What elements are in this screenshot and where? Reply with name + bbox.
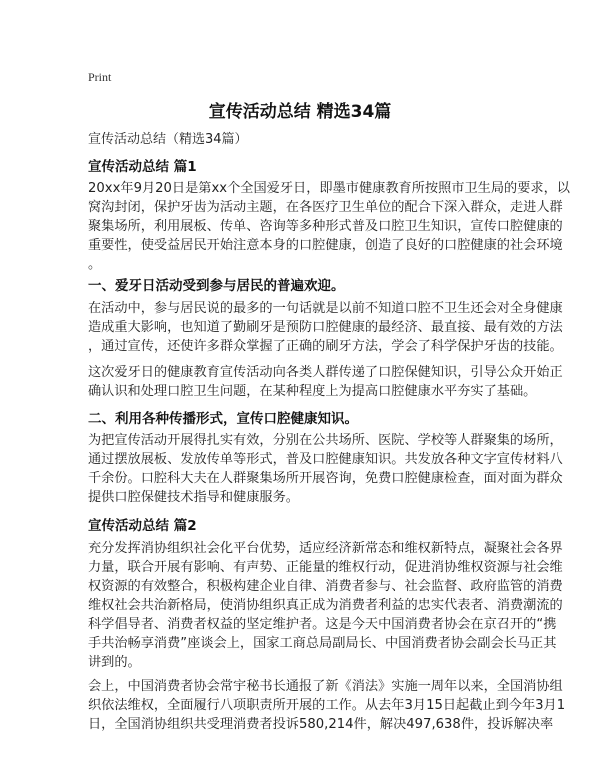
section-heading: 一、爱牙日活动受到参与居民的普遍欢迎。 [88, 278, 345, 294]
paragraph-line: 力量，联合开展有影响、有声势、正能量的维权行动，促进消协维权资源与社会维 [88, 560, 563, 575]
paragraph-line: 日，全国消协组织共受理消费者投诉580,214件，解决497,638件，投诉解决率 [88, 717, 554, 732]
paragraph-line: 手共治畅享消费”座谈会上，国家工商总局副局长、中国消费者协会副会长马正其 [88, 636, 557, 651]
paragraph-line: 聚集场所，利用展板、传单、咨询等多种形式普及口腔卫生知识，宣传口腔健康的 [88, 219, 563, 234]
paragraph-line: 窝沟封闭，保护牙齿为活动主题，在各医疗卫生单位的配合下深入群众，走进人群 [88, 200, 563, 215]
paragraph-line: 织依法维权，全面履行八项职责所开展的工作。从去年3月15日起截止到今年3月1 [88, 698, 566, 713]
paragraph [88, 539, 563, 672]
paragraph-line: 科学倡导者、消费者权益的坚定维护者。这是今天中国消费者协会在京召开的“携 [88, 617, 557, 632]
paragraph-line: 造成重大影响，也知道了勤刷牙是预防口腔健康的最经济、最直接、最有效的方法 [88, 320, 563, 335]
section-heading: 二、利用各种传播形式，宣传口腔健康知识。 [88, 411, 358, 427]
page-title: 宣传活动总结 精选34篇 [208, 102, 392, 122]
paragraph [88, 363, 563, 401]
paragraph [88, 677, 566, 734]
paragraph-line: 确认识和处理口腔卫生问题，在某种程度上为提高口腔健康水平夯实了基础。 [88, 384, 537, 399]
paragraph [88, 299, 563, 356]
paragraph-line: ，通过宣传，还使许多群众掌握了正确的刷牙方法，学会了科学保护牙齿的技能。 [88, 339, 563, 354]
paragraph-line: 这次爱牙日的健康教育宣传活动向各类人群传递了口腔保健知识，引导公众开始正 [88, 365, 563, 380]
paragraph-line: 充分发挥消协组织社会化平台优势，适应经济新常态和维权新特点，凝聚社会各界 [88, 541, 563, 556]
paragraph-line: 讲到的。 [88, 655, 141, 670]
paragraph-line: 通过摆放展板、发放传单等形式，普及口腔健康知识。共发放各种文字宣传材料八 [88, 452, 563, 467]
paragraph-line: 在活动中，参与居民说的最多的一句话就是以前不知道口腔不卫生还会对全身健康 [88, 301, 563, 316]
paragraph-line: 千余份。口腔科大夫在人群聚集场所开展咨询，免费口腔健康检查，面对面为群众 [88, 471, 563, 486]
paragraph-line: 重要性，使受益居民开始注意本身的口腔健康，创造了良好的口腔健康的社会环境 [88, 238, 563, 253]
section-heading: 宣传活动总结 篇2 [88, 518, 197, 534]
paragraph-line: 20xx年9月20日是第xx个全国爱牙日，即墨市健康教育所按照市卫生局的要求，以 [88, 181, 570, 196]
paragraph-line: 为把宣传活动开展得扎实有效，分别在公共场所、医院、学校等人群聚集的场所， [88, 433, 563, 448]
paragraph-line: 会上，中国消费者协会常宇秘书长通报了新《消法》实施一周年以来，全国消协组 [88, 679, 563, 694]
paragraph [88, 179, 570, 274]
paragraph-line: 权资源的有效整合，积极构建企业自律、消费者参与、社会监督、政府监管的消费 [88, 579, 563, 594]
paragraph-line: 。 [88, 257, 102, 272]
paragraph-line: 维权社会共治新格局，使消协组织真正成为消费者利益的忠实代表者、消费潮流的 [88, 598, 563, 613]
print-link[interactable]: Print [88, 70, 112, 84]
section-heading: 宣传活动总结 篇1 [88, 159, 197, 175]
paragraph [88, 431, 563, 507]
subtitle: 宣传活动总结（精选34篇） [88, 132, 248, 147]
paragraph-line: 提供口腔保健技术指导和健康服务。 [88, 490, 299, 505]
